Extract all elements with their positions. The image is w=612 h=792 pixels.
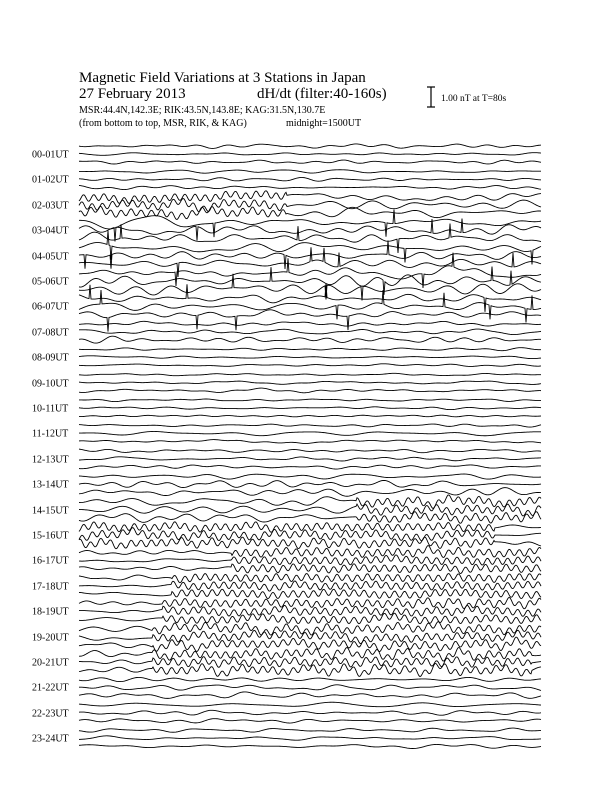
scale-bar	[427, 87, 435, 107]
trace-rik	[79, 710, 541, 715]
hour-label: 15-16UT	[32, 530, 69, 542]
trace-kag	[79, 388, 541, 393]
scale-bar-label: 1.00 nT at T=80s	[441, 94, 507, 104]
hour-label: 17-18UT	[32, 581, 69, 593]
trace-kag	[79, 512, 541, 524]
trace-kag	[79, 336, 541, 343]
trace-msr	[79, 191, 541, 204]
trace-kag	[79, 744, 541, 748]
hour-label: 05-06UT	[32, 276, 69, 288]
trace-rik	[79, 431, 541, 435]
trace-rik	[79, 381, 541, 384]
trace-msr	[79, 348, 541, 351]
trace-kag	[79, 589, 541, 598]
trace-rik	[79, 657, 541, 668]
hour-label: 06-07UT	[32, 301, 69, 313]
trace-msr	[79, 728, 541, 732]
trace-kag	[79, 692, 541, 698]
trace-msr	[79, 574, 541, 583]
hour-label: 22-23UT	[32, 708, 69, 720]
trace-rik	[79, 356, 541, 359]
trace-kag	[79, 440, 541, 444]
trace-rik	[79, 685, 541, 691]
trace-msr	[79, 622, 541, 635]
hour-label: 11-12UT	[32, 428, 69, 440]
trace-rik	[79, 555, 541, 565]
hour-label: 19-20UT	[32, 632, 69, 644]
chart-filter: dH/dt (filter:40-160s)	[257, 86, 387, 102]
trace-rik	[79, 504, 541, 516]
trace-rik	[79, 177, 541, 181]
hour-label: 08-09UT	[32, 352, 69, 364]
trace-rik	[79, 581, 541, 591]
trace-rik	[79, 736, 541, 740]
trace-msr	[79, 677, 541, 681]
trace-kag	[79, 310, 541, 332]
hour-label: 16-17UT	[32, 555, 69, 567]
trace-kag	[79, 364, 541, 367]
trace-kag	[79, 415, 541, 417]
chart-date: 27 February 2013	[79, 86, 186, 102]
hour-label: 20-21UT	[32, 657, 69, 669]
trace-group	[79, 144, 541, 749]
hour-label: 21-22UT	[32, 682, 69, 694]
trace-msr	[79, 399, 541, 402]
trace-msr	[79, 474, 541, 479]
trace-msr	[79, 321, 541, 326]
trace-msr	[79, 495, 541, 508]
trace-msr	[79, 283, 541, 312]
hour-label: 10-11UT	[32, 403, 69, 415]
hour-label: 23-24UT	[32, 733, 69, 745]
trace-msr	[79, 647, 541, 661]
trace-msr	[79, 702, 541, 706]
trace-msr	[79, 597, 541, 608]
trace-kag	[79, 185, 541, 189]
trace-rik	[79, 407, 541, 410]
trace-kag	[79, 564, 541, 574]
trace-kag	[79, 247, 541, 277]
station-coordinates: MSR:44.4N,142.3E; RIK:43.5N,143.8E; KAG:31.5N,130.7E	[79, 105, 326, 116]
trace-msr	[79, 424, 541, 427]
trace-msr	[79, 449, 541, 453]
hour-label: 02-03UT	[32, 200, 69, 212]
trace-msr	[79, 373, 541, 375]
trace-msr	[79, 170, 541, 173]
trace-rik	[79, 457, 541, 461]
midnight-note: midnight=1500UT	[286, 118, 362, 129]
hour-label: 01-02UT	[32, 174, 69, 186]
hour-label: 18-19UT	[32, 606, 69, 618]
trace-order-note: (from bottom to top, MSR, RIK, & KAG)	[79, 118, 247, 129]
trace-rik	[79, 241, 541, 269]
hour-label: 07-08UT	[32, 327, 69, 339]
hour-label: 04-05UT	[32, 251, 69, 263]
trace-rik	[79, 153, 541, 156]
hour-label: 00-01UT	[32, 149, 69, 161]
trace-kag	[79, 160, 541, 164]
chart-title: Magnetic Field Variations at 3 Stations in Japan	[79, 70, 366, 86]
hour-label: 09-10UT	[32, 378, 69, 390]
trace-kag	[79, 488, 541, 497]
trace-rik	[79, 630, 541, 643]
hour-label: 03-04UT	[32, 225, 69, 237]
hour-label: 13-14UT	[32, 479, 69, 491]
trace-kag	[79, 465, 541, 469]
trace-msr	[79, 144, 541, 148]
trace-msr	[79, 546, 541, 558]
trace-rik	[79, 480, 541, 487]
trace-msr	[79, 522, 541, 532]
hour-label: 12-13UT	[32, 454, 69, 466]
trace-kag	[79, 664, 541, 677]
hour-label: 14-15UT	[32, 505, 69, 517]
trace-kag	[79, 719, 541, 723]
trace-rik	[79, 329, 541, 335]
